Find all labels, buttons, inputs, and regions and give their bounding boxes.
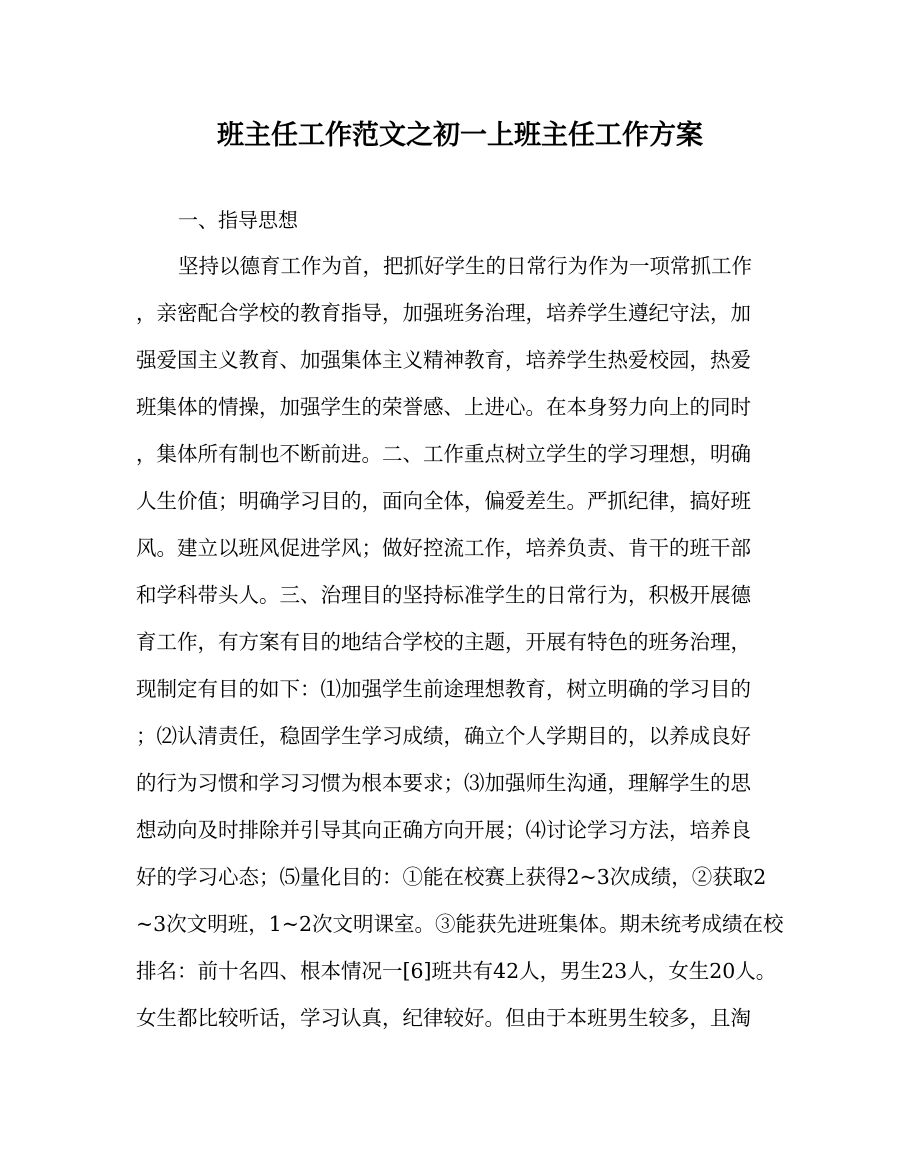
body-line: 现制定有目的如下：⑴加强学生前途理想教育，树立明确的学习目的 (136, 677, 751, 701)
section-heading: 一、指导思想 (178, 208, 298, 232)
body-line: ，集体所有制也不断前进。二、工作重点树立学生的学习理想，明确 (136, 442, 751, 466)
body-text (136, 248, 786, 1047)
body-line: 坚持以德育工作为首，把抓好学生的日常行为作为一项常抓工作 (178, 254, 752, 278)
document-title: 班主任工作范文之初一上班主任工作方案 (217, 120, 703, 151)
body-line: 好的学习心态；⑸量化目的：①能在校赛上获得2~3次成绩，②获取2 (136, 865, 767, 889)
body-line: 排名：前十名四、根本情况一[6]班共有42人，男生23人，女生20人。 (136, 959, 777, 983)
body-line: 和学科带头人。三、治理目的坚持标准学生的日常行为，积极开展德 (136, 583, 751, 607)
body-line: 想动向及时排除并引导其向正确方向开展；⑷讨论学习方法，培养良 (136, 818, 751, 842)
body-line: ，亲密配合学校的教育指导，加强班务治理，培养学生遵纪守法，加 (136, 301, 751, 325)
body-line: ~3次文明班，1~2次文明课室。③能获先进班集体。期未统考成绩在校 (136, 912, 784, 936)
body-line: 女生都比较听话，学习认真，纪律较好。但由于本班男生较多，且淘 (136, 1006, 751, 1030)
body-line: ；⑵认清责任，稳固学生学习成绩，确立个人学期目的，以养成良好 (136, 724, 751, 748)
body-line: 强爱国主义教育、加强集体主义精神教育，培养学生热爱校园，热爱 (136, 348, 751, 372)
body-line: 育工作，有方案有目的地结合学校的主题，开展有特色的班务治理， (136, 630, 751, 654)
body-line: 风。建立以班风促进学风；做好控流工作，培养负责、肯干的班干部 (136, 536, 751, 560)
body-line: 班集体的情操，加强学生的荣誉感、上进心。在本身努力向上的同时 (136, 395, 751, 419)
body-line: 人生价值；明确学习目的，面向全体，偏爱差生。严抓纪律，搞好班 (136, 489, 751, 513)
body-line: 的行为习惯和学习习惯为根本要求；⑶加强师生沟通，理解学生的思 (136, 771, 751, 795)
